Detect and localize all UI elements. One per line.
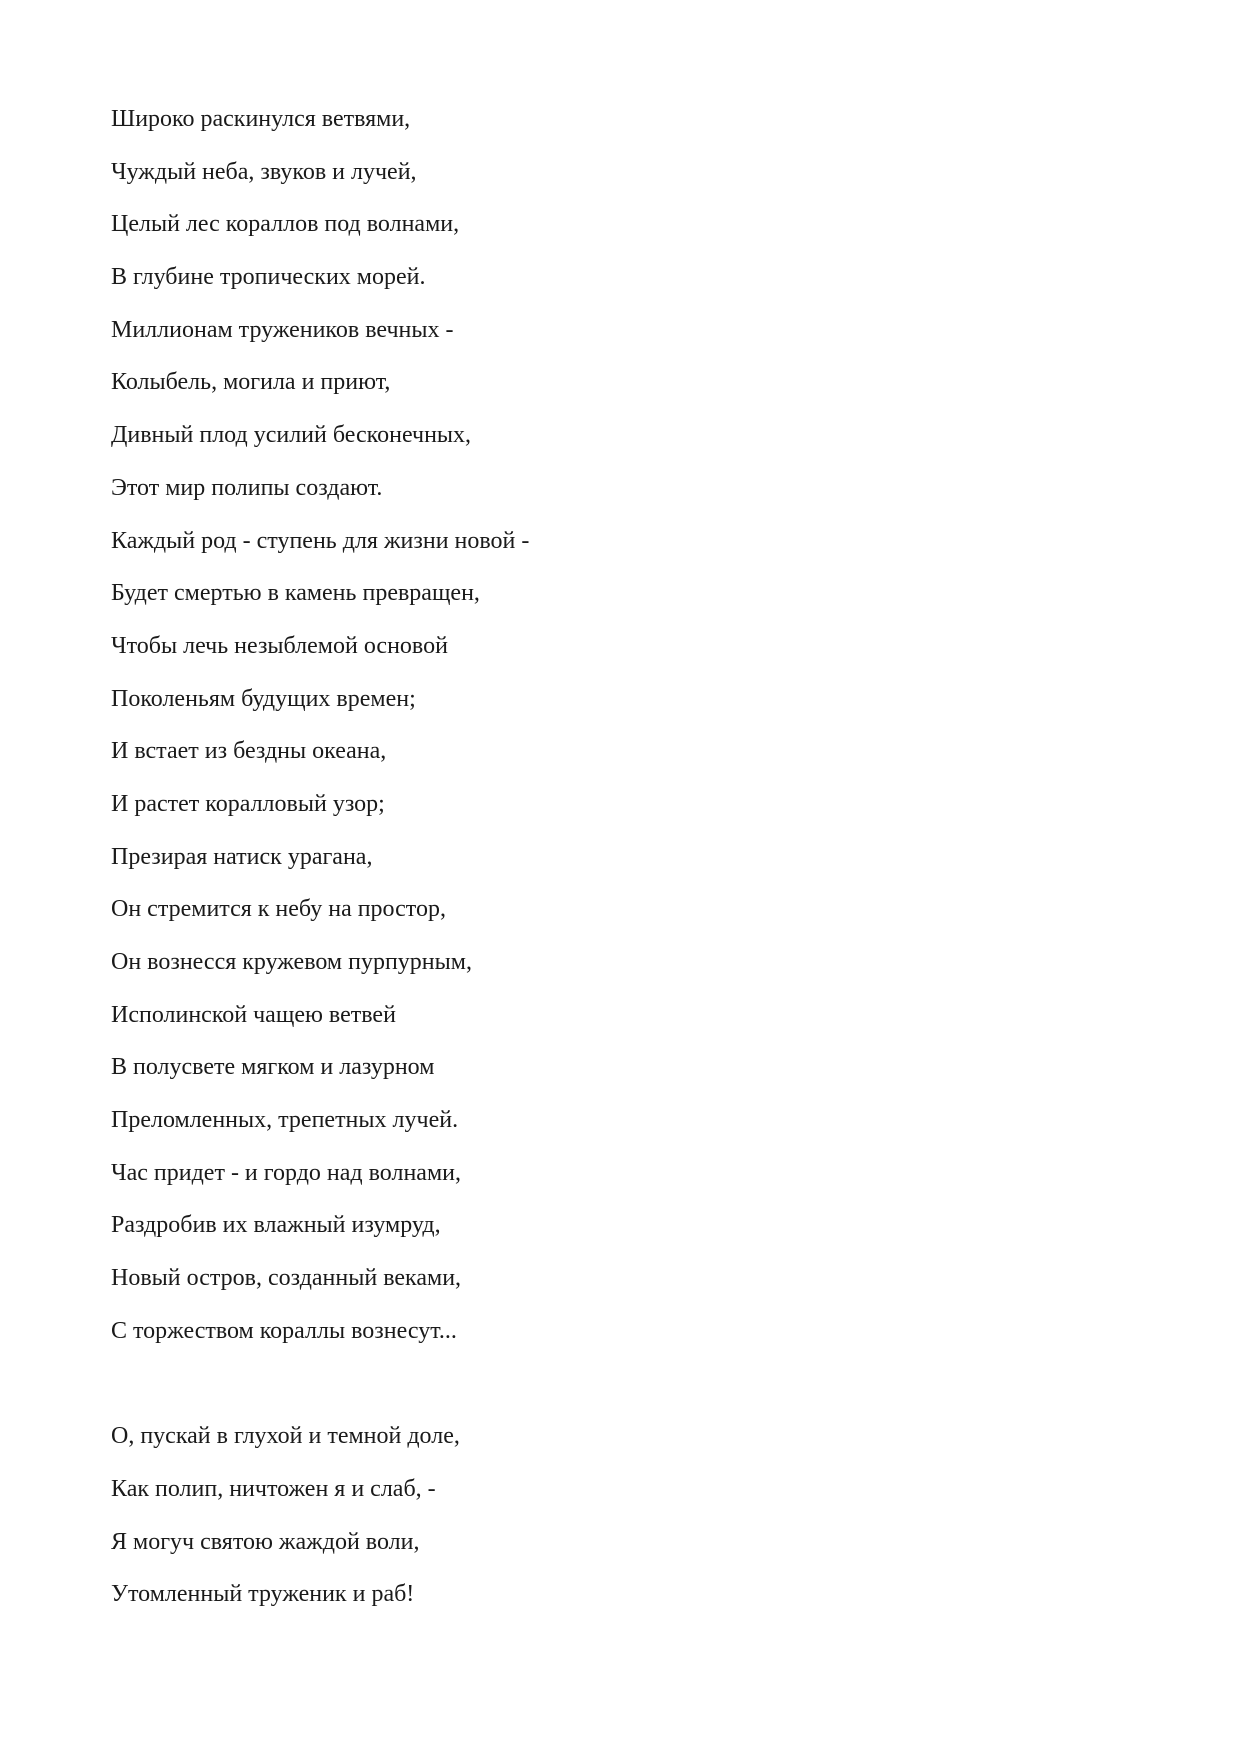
poem-line: Утомленный труженик и раб! [111, 1581, 415, 1608]
poem-line: Поколеньям будущих времен; [111, 685, 416, 712]
poem-line: Колыбель, могила и приют, [111, 369, 391, 396]
stanza-1 [111, 104, 1131, 1369]
poem-line: Новый остров, созданный веками, [111, 1265, 462, 1292]
stanza-2 [111, 1421, 1131, 1632]
poem-line: Целый лес кораллов под волнами, [111, 211, 460, 238]
poem-line: Как полип, ничтожен я и слаб, - [111, 1475, 436, 1502]
poem-line: Я могуч святою жаждой воли, [111, 1528, 420, 1555]
poem-line: Он вознесся кружевом пурпурным, [111, 949, 472, 975]
poem-line: Этот мир полипы создают. [111, 474, 383, 501]
poem-line: В полусвете мягком и лазурном [111, 1054, 435, 1081]
poem-body [111, 104, 1131, 1632]
stanza-break [111, 1369, 1131, 1422]
poem-line: Преломленных, трепетных лучей. [111, 1107, 459, 1134]
poem-line: Он стремится к небу на простор, [111, 896, 446, 923]
poem-line: Дивный плод усилий бесконечных, [111, 422, 472, 449]
poem-line: Презирая натиск урагана, [111, 843, 373, 870]
poem-line: Чуждый неба, звуков и лучей, [111, 158, 417, 185]
poem-line: Раздробив их влажный изумруд, [111, 1212, 441, 1239]
poem-line: Каждый род - ступень для жизни новой - [111, 527, 530, 554]
poem-line: И встает из бездны океана, [111, 738, 387, 765]
poem-line: Будет смертью в камень превращен, [111, 580, 480, 607]
poem-line: В глубине тропических морей. [111, 264, 426, 291]
poem-line: Чтобы лечь незыблемой основой [111, 632, 448, 659]
poem-line: Миллионам тружеников вечных - [111, 316, 454, 343]
poem-line: Час придет - и гордо над волнами, [111, 1159, 461, 1186]
poem-line: О, пускай в глухой и темной доле, [111, 1423, 460, 1450]
poem-line: Широко раскинулся ветвями, [111, 106, 411, 132]
poem-line: И растет коралловый узор; [111, 790, 385, 817]
poem-line: С торжеством кораллы вознесут... [111, 1317, 457, 1344]
poem-line: Исполинской чащею ветвей [111, 1001, 396, 1028]
